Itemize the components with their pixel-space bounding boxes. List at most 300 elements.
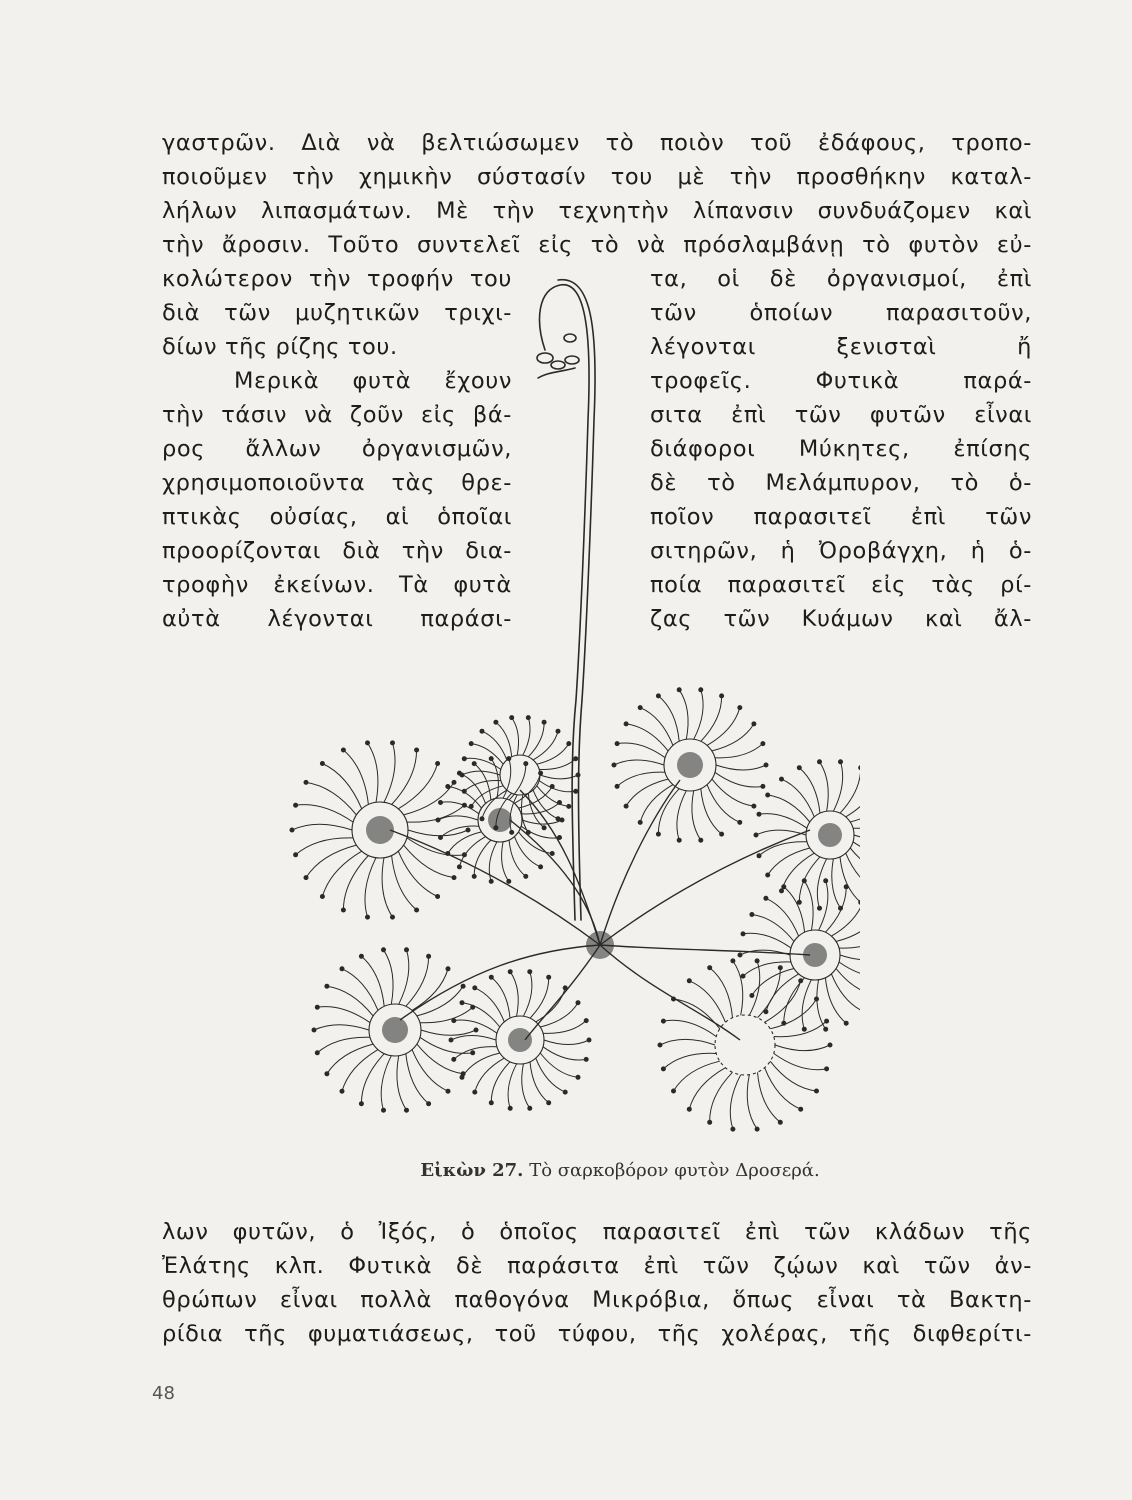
tentacle — [825, 887, 846, 933]
tentacle-tip — [624, 804, 628, 808]
tentacle — [382, 858, 392, 917]
tentacle-tip — [560, 818, 564, 822]
tentacle — [782, 779, 815, 817]
tentacle-tip — [439, 836, 443, 840]
tentacle-tip — [754, 833, 758, 837]
tentacle — [617, 743, 665, 758]
tentacle-tip — [750, 913, 754, 917]
tentacle-tip — [474, 1028, 478, 1032]
left-column-line: τὴν τάσιν νὰ ζοῦν εἰς βά- — [162, 402, 512, 428]
tentacle-tip — [427, 954, 431, 958]
tentacle-tip — [320, 895, 324, 899]
tentacle-tip — [526, 716, 530, 720]
tentacle-tip — [539, 771, 543, 775]
tentacle-tip — [656, 832, 660, 836]
tentacle — [502, 842, 509, 882]
tentacle-tip — [539, 865, 543, 869]
tentacle-tip — [778, 966, 782, 970]
tentacle — [701, 696, 722, 741]
tentacle-tip — [576, 773, 580, 777]
tentacle — [543, 1021, 586, 1034]
tentacle — [368, 743, 378, 802]
tentacle-tip — [446, 852, 450, 856]
tentacle — [317, 1007, 370, 1023]
tentacle-tip — [738, 820, 742, 824]
left-column-line: τροφὴν ἐκείνων. Τὰ φυτὰ — [162, 572, 512, 598]
tentacle-tip — [672, 997, 676, 1001]
tentacle-tip — [391, 741, 395, 745]
tentacle — [743, 933, 791, 948]
tentacle-tip — [587, 1038, 591, 1042]
tentacle-tip — [294, 803, 298, 807]
tentacle-tip — [489, 879, 493, 883]
tentacle-tip — [658, 1043, 662, 1047]
tentacle-tip — [815, 1089, 819, 1093]
tentacle — [398, 851, 437, 896]
figure-caption — [420, 1160, 820, 1181]
tentacle — [508, 1064, 517, 1109]
tentacle-tip — [677, 688, 681, 692]
tentacle-tip — [359, 954, 363, 958]
tentacle — [679, 690, 688, 740]
tentacle-tip — [547, 1101, 551, 1105]
tentacle-tip — [473, 986, 477, 990]
tentacle-tip — [473, 1090, 477, 1094]
tentacle-tip — [524, 874, 528, 878]
tentacle-tip — [797, 766, 801, 770]
tentacle — [839, 934, 860, 948]
tentacle — [420, 1037, 473, 1053]
tentacle — [758, 968, 781, 1018]
tentacle-tip — [452, 1019, 456, 1023]
tentacle — [840, 955, 860, 960]
tentacle — [701, 789, 722, 834]
tentacle-tip — [457, 865, 461, 869]
tentacle — [840, 857, 860, 903]
tentacle — [322, 851, 361, 896]
tentacle-tip — [708, 1120, 712, 1124]
tentacle — [802, 980, 811, 1029]
tentacle-tip — [461, 984, 465, 988]
tentacle-tip — [656, 694, 660, 698]
tentacle — [694, 690, 703, 740]
tentacle — [462, 1003, 500, 1027]
text-line: θρώπων εἶναι πολλὰ παθογόνα Μικρόβια, ὅπως εἶναι τὰ Βακτη- — [162, 1287, 1032, 1313]
tentacle — [839, 962, 860, 977]
tentacle-tip — [340, 967, 344, 971]
tentacle-tip — [452, 1057, 456, 1061]
tentacle-tip — [480, 729, 484, 733]
tentacle — [381, 1056, 391, 1111]
tentacle-tip — [563, 986, 567, 990]
tentacle-tip — [462, 789, 466, 793]
tentacle-tip — [325, 984, 329, 988]
tentacle-tip — [708, 966, 712, 970]
tentacle — [617, 772, 665, 786]
tentacle — [768, 848, 810, 875]
tentacle-tip — [764, 1010, 768, 1014]
tentacle — [528, 722, 544, 757]
tentacle — [784, 887, 805, 933]
tentacle — [733, 961, 743, 1015]
tentacle — [663, 1053, 716, 1069]
tentacle-tip — [550, 852, 554, 856]
tentacle-tip — [731, 1127, 735, 1131]
tentacle-tip — [638, 820, 642, 824]
tentacle-tip — [340, 1089, 344, 1093]
tentacle-tip — [460, 773, 464, 777]
tentacle — [774, 1054, 827, 1070]
tentacle-tip — [508, 970, 512, 974]
tentacle-tip — [415, 908, 419, 912]
tentacle — [820, 762, 829, 811]
tentacle — [509, 840, 526, 876]
tentacle-tip — [687, 1107, 691, 1111]
left-column-line: κολώτερον τὴν τροφήν του — [162, 266, 512, 292]
left-column-line: προορίζονται διὰ τὴν δια- — [162, 538, 512, 564]
tentacle — [491, 977, 510, 1018]
tentacle-tip — [839, 760, 843, 764]
right-column-line: δὲ τὸ Μελάμπυρον, τὸ ὁ- — [650, 470, 1032, 496]
tentacle-tip — [699, 838, 703, 842]
tentacle-tip — [859, 900, 860, 904]
tentacle-tip — [294, 853, 298, 857]
tentacle-tip — [382, 948, 386, 952]
tentacle-tip — [757, 854, 761, 858]
tentacle-tip — [699, 688, 703, 692]
tentacle — [716, 765, 766, 770]
tentacle-tip — [341, 908, 345, 912]
tentacle-tip — [542, 720, 546, 724]
tentacle-tip — [731, 959, 735, 963]
tentacle — [306, 845, 356, 878]
tentacle-tip — [661, 1019, 665, 1023]
tentacle — [292, 824, 352, 830]
tentacle-tip — [507, 757, 511, 761]
tentacle — [712, 779, 754, 806]
left-column-line: ρος ἄλλων ὀργανισμῶν, — [162, 436, 512, 462]
tentacle-tip — [828, 1043, 832, 1047]
tentacle — [853, 842, 860, 857]
tentacle-tip — [558, 836, 562, 840]
tentacle — [296, 805, 354, 823]
tentacle — [710, 968, 733, 1018]
tentacle — [833, 762, 842, 811]
left-column-line: δίων τῆς ρίζης του. — [162, 334, 398, 360]
tentacle-tip — [507, 879, 511, 883]
tentacle — [365, 858, 376, 917]
tentacle — [747, 1075, 757, 1129]
right-column-line: σιτηρῶν, ἡ Ὀροβάγχη, ἡ ὁ- — [650, 538, 1032, 564]
tentacle — [677, 791, 686, 841]
tentacle-tip — [738, 953, 742, 957]
tentacle — [770, 1061, 816, 1091]
tentacle-tip — [508, 1106, 512, 1110]
tentacle — [398, 764, 437, 809]
tentacle-tip — [766, 793, 770, 797]
tentacle — [825, 978, 846, 1024]
tentacle — [658, 696, 679, 741]
tentacle-tip — [839, 906, 843, 910]
tentacle-tip — [687, 979, 691, 983]
tentacle-tip — [510, 830, 514, 834]
tentacle-tip — [576, 1001, 580, 1005]
tentacle-tip — [489, 975, 493, 979]
tentacle-tip — [764, 763, 768, 767]
left-column-line: χρησιμοποιοῦντα τὰς θρε- — [162, 470, 512, 496]
tentacle-tip — [615, 742, 619, 746]
tentacle-tip — [661, 1067, 665, 1071]
tentacle — [707, 785, 740, 823]
tentacle-tip — [615, 784, 619, 788]
tentacle-tip — [312, 1028, 316, 1032]
tentacle — [817, 859, 826, 908]
tentacle — [784, 978, 805, 1024]
tentacle — [626, 724, 668, 751]
tentacle — [464, 781, 501, 792]
tentacle-tip — [825, 1019, 829, 1023]
tentacle — [384, 950, 394, 1005]
tentacle-tip — [528, 970, 532, 974]
tentacle-tip — [320, 762, 324, 766]
tentacle-tip — [741, 932, 745, 936]
tentacle — [491, 1062, 510, 1103]
tentacle-tip — [304, 780, 308, 784]
tentacle-tip — [547, 975, 551, 979]
tentacle-tip — [436, 818, 440, 822]
tentacle — [399, 950, 409, 1005]
tentacle-tip — [472, 874, 476, 878]
tentacle — [322, 764, 361, 809]
caption-text: Τὸ σαρκοβόρον φυτὸν Δροσερά. — [529, 1160, 820, 1181]
tentacle — [317, 1037, 370, 1053]
tentacle-tip — [567, 742, 571, 746]
tentacle — [342, 969, 378, 1011]
left-column-line: αὐτὰ λέγονται παράσι- — [162, 606, 512, 632]
tentacle — [692, 791, 701, 841]
tentacle — [408, 830, 468, 836]
tentacle — [730, 1075, 740, 1129]
tentacle — [510, 972, 518, 1017]
tentacle-tip — [576, 1075, 580, 1079]
tentacle-tip — [472, 762, 476, 766]
right-column-line: ζας τῶν Κυάμων καὶ ἄλ- — [650, 606, 1032, 632]
tentacle-tip — [452, 876, 456, 880]
tentacle-tip — [304, 876, 308, 880]
tentacle — [522, 820, 562, 824]
tentacle — [759, 814, 807, 829]
tentacle-tip — [405, 1108, 409, 1112]
tentacle — [530, 1062, 549, 1103]
right-column-line: τῶν ὁποίων παρασιτοῦν, — [650, 300, 1032, 326]
text-line: γαστρῶν. Διὰ νὰ βελτιώσωμεν τὸ ποιὸν τοῦ ἐδάφους, τροπο- — [162, 130, 1032, 156]
tentacle-tip — [556, 729, 560, 733]
tentacle-tip — [405, 948, 409, 952]
tentacle-tip — [677, 838, 681, 842]
tentacle-tip — [489, 757, 493, 761]
tentacle — [342, 1050, 378, 1092]
tentacle-tip — [761, 742, 765, 746]
text-line: ποιοῦμεν τὴν χημικὴν σύστασίν του μὲ τὴν προσθήκην καταλ- — [162, 164, 1032, 190]
tentacle-tip — [462, 757, 466, 761]
tentacle-tip — [782, 1021, 786, 1025]
tentacle — [836, 969, 860, 996]
tentacle — [759, 842, 807, 856]
tentacle-tip — [382, 1108, 386, 1112]
right-column-line: σιτα ἐπὶ τῶν φυτῶν εἶναι — [650, 402, 1032, 428]
tentacle-tip — [741, 974, 745, 978]
text-line: Ἐλάτης κλπ. Φυτικὰ δὲ παράσιτα ἐπὶ τῶν ζῴων καὶ τῶν ἀν- — [162, 1253, 1032, 1279]
tentacle — [471, 744, 503, 765]
tentacle — [689, 981, 725, 1023]
tentacle-tip — [825, 1067, 829, 1071]
tentacle-tip — [818, 906, 822, 910]
sundew-plant-illustration — [270, 275, 860, 1145]
right-column-line: ποία παρασιτεῖ εἰς τὰς ρί- — [650, 572, 1032, 598]
tentacle — [758, 1072, 781, 1122]
tentacle-tip — [494, 720, 498, 724]
tentacle-tip — [563, 1090, 567, 1094]
tentacle-tip — [720, 694, 724, 698]
tentacle — [782, 853, 815, 891]
tentacle — [832, 859, 841, 908]
tentacle — [663, 1020, 716, 1036]
tentacle-tip — [799, 1107, 803, 1111]
text-line: τὴν ἄροσιν. Τοῦτο συντελεῖ εἰς τὸ νὰ πρόσλαμβάνῃ τὸ φυτὸν εὐ- — [162, 232, 1032, 258]
tentacle-tip — [325, 1072, 329, 1076]
tentacle-tip — [584, 1019, 588, 1023]
tentacle-tip — [460, 1075, 464, 1079]
tentacle-tip — [290, 828, 294, 832]
tentacle — [766, 974, 799, 1012]
tentacle — [530, 977, 549, 1018]
tentacle-tip — [752, 722, 756, 726]
tentacle-tip — [341, 748, 345, 752]
tentacle-tip — [542, 826, 546, 830]
tentacle-tip — [359, 1102, 363, 1106]
tentacle-tip — [446, 967, 450, 971]
tentacle-tip — [446, 1089, 450, 1093]
left-column-line: πτικὰς οὐσίας, αἱ ὁποῖαι — [162, 504, 512, 530]
tentacle-tip — [720, 832, 724, 836]
tentacle-tip — [755, 959, 759, 963]
tentacle-tip — [755, 1127, 759, 1131]
tentacle — [397, 1056, 407, 1111]
tentacle-tip — [460, 1001, 464, 1005]
tentacle-tip — [797, 900, 801, 904]
tentacle — [417, 986, 463, 1016]
tentacle — [482, 731, 507, 760]
tentacle-tip — [315, 1005, 319, 1009]
tentacle — [836, 915, 860, 942]
tentacle-tip — [427, 1102, 431, 1106]
tentacle-tip — [750, 994, 754, 998]
tentacle — [544, 1040, 589, 1045]
tentacle-tip — [780, 777, 784, 781]
tentacle — [543, 1047, 586, 1060]
tentacle — [775, 1045, 830, 1051]
tentacle-tip — [528, 1106, 532, 1110]
tentacle-tip — [469, 804, 473, 808]
tentacle-tip — [584, 1057, 588, 1061]
tentacle — [496, 722, 512, 757]
tentacle — [523, 972, 532, 1017]
tentacle — [412, 969, 448, 1011]
tentacle — [327, 1044, 373, 1074]
tentacle-tip — [415, 748, 419, 752]
tentacle-tip — [738, 706, 742, 710]
right-column-line: λέγονται ξενισταὶ ἤ — [650, 334, 1032, 360]
tentacle-tip — [446, 785, 450, 789]
tentacle — [512, 718, 519, 756]
tentacle — [462, 771, 500, 775]
text-line: ρίδια τῆς φυματιάσεως, τοῦ τύφου, τῆς χολέρας, τῆς διφθερίτι- — [162, 1321, 1032, 1347]
tentacle-tip — [436, 762, 440, 766]
tentacle-tip — [524, 762, 528, 766]
tentacle-tip — [844, 1021, 848, 1025]
text-line: λων φυτῶν, ὁ Ἰξός, ὁ ὁποῖος παρασιτεῖ ἐπὶ τῶν κλάδων τῆς — [162, 1219, 1032, 1245]
tentacle-tip — [780, 889, 784, 893]
tentacle — [614, 760, 664, 765]
tentacle — [674, 999, 720, 1029]
tentacle-tip — [824, 1027, 828, 1031]
tentacle — [540, 1053, 578, 1077]
tentacle — [412, 1050, 448, 1092]
tentacle-tip — [757, 812, 761, 816]
tentacle-tip — [574, 757, 578, 761]
tentacle — [523, 718, 530, 756]
left-column-line: Μερικὰ φυτὰ ἔχουν — [234, 368, 512, 394]
tentacle-tip — [436, 895, 440, 899]
tentacle-tip — [480, 817, 484, 821]
tentacle-tip — [471, 1051, 475, 1055]
tentacle-tip — [469, 742, 473, 746]
tentacle — [539, 759, 576, 770]
tentacle-tip — [315, 1051, 319, 1055]
tentacle-tip — [391, 915, 395, 919]
tentacle — [522, 1064, 530, 1109]
right-column-line: τα, οἱ δὲ ὀργανισμοί, ἐπὶ — [650, 266, 1032, 292]
tentacle — [819, 881, 828, 931]
tentacle — [296, 838, 354, 855]
tentacle-tip — [778, 1120, 782, 1124]
tentacle-tip — [818, 760, 822, 764]
text-line: λήλων λιπασμάτων. Μὲ τὴν τεχνητὴν λίπανσιν συνδυάζομεν καὶ — [162, 198, 1032, 224]
tentacle-tip — [764, 896, 768, 900]
tentacle-tip — [366, 915, 370, 919]
tentacle — [539, 781, 576, 792]
tentacle-tip — [752, 804, 756, 808]
tentacle-tip — [624, 722, 628, 726]
tentacle-tip — [510, 716, 514, 720]
tentacle — [710, 1072, 733, 1122]
tentacle-tip — [449, 1038, 453, 1042]
tentacle — [766, 898, 799, 936]
tentacle — [854, 835, 860, 840]
tentacle — [421, 1030, 476, 1035]
caption-label: Εἰκὼν 27. — [420, 1160, 524, 1181]
tentacle — [765, 1068, 801, 1110]
tentacle-tip — [452, 780, 456, 784]
right-column-line: τροφεῖς. Φυτικὰ παρά- — [650, 368, 1032, 394]
tentacle — [536, 1058, 566, 1092]
tentacle-tip — [439, 801, 443, 805]
right-column-line: ποῖον παρασιτεῖ ἐπὶ τῶν — [650, 504, 1032, 530]
tentacle — [743, 962, 791, 976]
tentacle — [640, 708, 673, 746]
tentacle — [715, 744, 763, 758]
tentacle — [804, 881, 813, 931]
